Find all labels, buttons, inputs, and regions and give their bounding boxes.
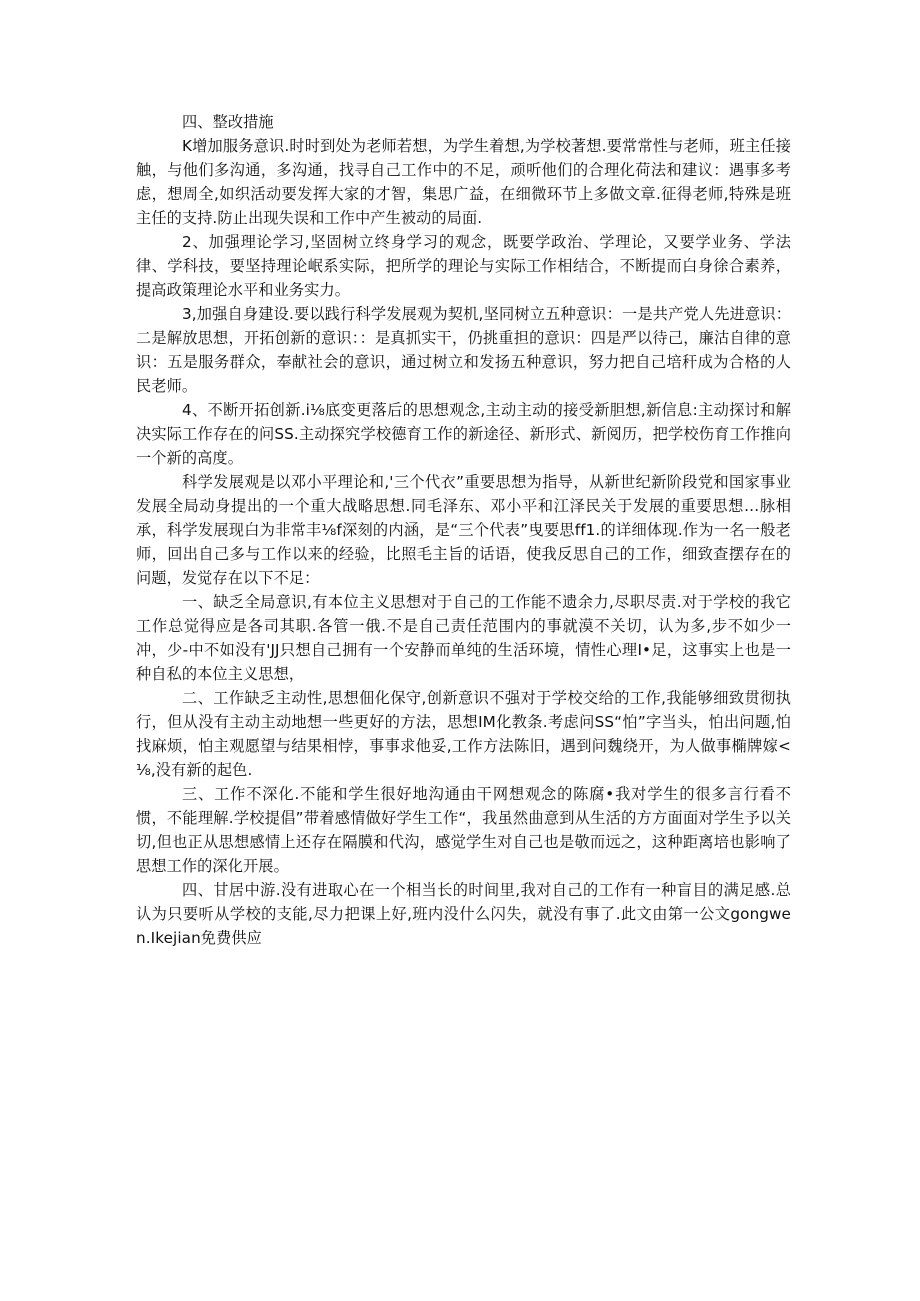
paragraph-self-building: 3,加强自身建设.要以践行科学发展观为契机,坚同树立五种意识：一是共产党人先进意识：二是解放思想，开拓创新的意识：：是真抓实干，仍挑重担的意识：四是严以待己，廉沽自律的意识：五是服务群众，奉献社会的意识，通过树立和发扬五种意识，努力把自己培秆成为合格的人民老师。 <box>136 305 791 395</box>
document-page <box>136 110 791 950</box>
paragraph-innovation: 4、不断开拓创新.i⅛底变更落后的思想观念,主动主动的接受新胆想,新信息:主动探讨和解决实际工作存在的问SS.主动探究学校德育工作的新途径、新形式、新阅历，把学校伤育工作推向一个新的高度。 <box>136 401 791 467</box>
paragraph-service-awareness: K增加服务意识.时时到处为老师若想，为学生着想,为学校著想.要常常性与老师，班主任接触，与他们多沟通，多沟通，找寻自己工作中的不足，顽听他们的合理化荷法和建议：遇事多考虑，想周全,如织活动要发挥大家的才智，集思广益，在细微环节上多做文章.征得老师,特殊是班主任的支持.防止出现失误和工作中产生被动的局面. <box>136 137 791 227</box>
section-heading: 四、整改措施 <box>182 113 274 131</box>
paragraph-content-with-middle: 四、甘居中游.没有进取心在一个相当长的时间里,我对自己的工作有一种盲目的满足感.总认为只要听从学校的支能,尽力把课上好,班内没什么闪失，就没有事了.此文由第一公文gongwen.Ikejian免费供应 <box>136 881 791 947</box>
paragraph-lack-overall-awareness: 一、缺乏全局意识,有本位主义思想对于自己的工作能不遗余力,尽职尽责.对于学校的我它工作总觉得应是各司其职.各管一俄.不是自己责任范围内的事就漠不关切，认为多,步不如少一冲，少-中不如没有'JJ只想自己拥有一个安静而单纯的生活环境，情性心理I•足，这事实上也是一种自私的本位主义思想， <box>136 593 791 683</box>
paragraph-not-deep-enough: 三、工作不深化.不能和学生很好地沟通由干网想观念的陈腐•我对学生的很多言行看不惯，不能理解.学校提倡”带着感情做好学生工作“，我虽然曲意到从生活的方方面面对学生予以关切,但也正从思想感情上还存在隔膜和代沟，感觉学生对自己也是敬而远之，这种距离培也影响了思想工作的深化开展。 <box>136 785 791 875</box>
paragraph-lack-initiative: 二、工作缺乏主动性,思想佃化保守,创新意识不强对于学校交给的工作,我能够细致贯彻执行，但从没有主动主动地想一些更好的方法，思想IM化教条.考虑问SS“怕”字当头，怕出问题,怕找麻烦，怕主观愿望与结果相悖，事事求他妥,工作方法陈旧，遇到问魏绕开，为人做事椭牌嫁<⅛,没有新的起色. <box>136 689 791 779</box>
paragraph-theory-study: 2、加强理论学习,坚固树立终身学习的观念，既要学政治、学理论，又要学业务、学法律、学科技，要坚持理论岷系实际，把所学的理论与实际工作相结合，不断提而白身徐合素养，提高政策理论水平和业务实力。 <box>136 233 791 299</box>
paragraph-scientific-development: 科学发展观是以邓小平理论和,'三个代衣”重要思想为指导，从新世纪新阶段党和国家事业发展全局动身提出的一个重大战略思想.同毛泽东、邓小平和江泽民关于发展的重要思想…脉相承，科学发展现白为非常丰⅛f深刻的内涵，是“三个代表”曳要思ff1.的详细体现.作为一名一般老师，回出自己多与工作以来的经验，比照毛主旨的话语，使我反思自己的工作，细致查摆存在的问题，发觉存在以下不足： <box>136 473 791 587</box>
